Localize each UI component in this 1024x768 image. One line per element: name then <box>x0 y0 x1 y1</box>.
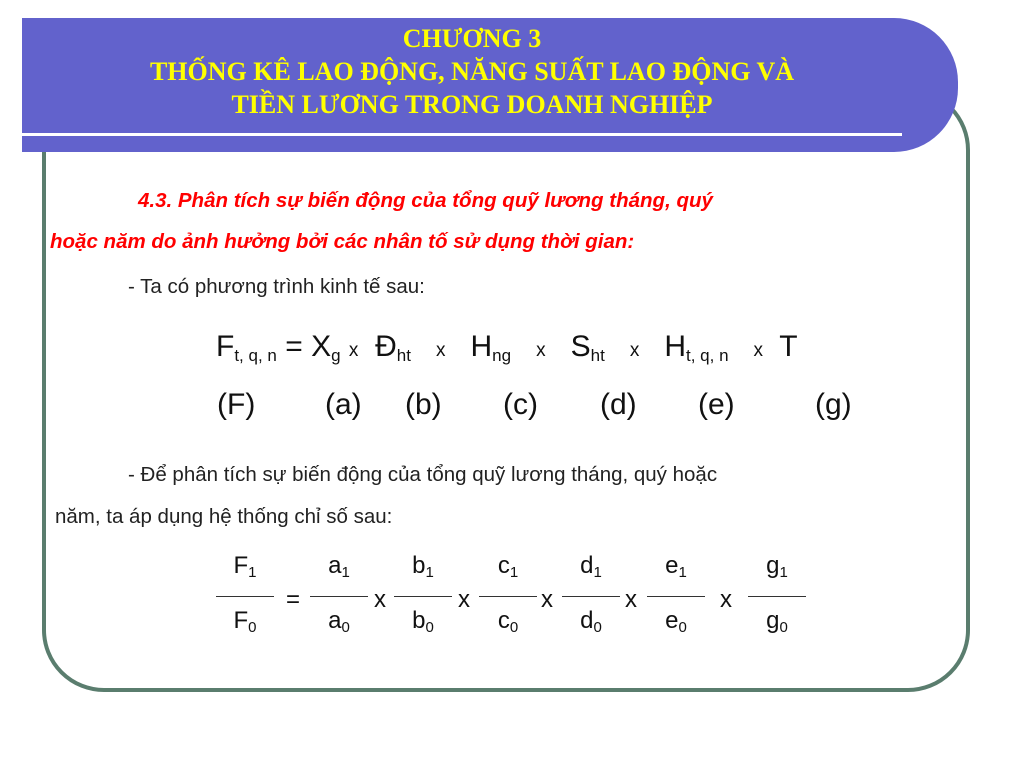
eq-T: T <box>779 330 798 363</box>
title-line-2: THỐNG KÊ LAO ĐỘNG, NĂNG SUẤT LAO ĐỘNG VÀ <box>149 57 795 86</box>
fraction-e <box>636 554 716 635</box>
fraction-d <box>551 554 631 635</box>
eq-Dht-sub: ht <box>396 346 411 365</box>
frac-g-num-sub: 1 <box>779 564 788 581</box>
eq-Hng-sub: ng <box>492 346 512 365</box>
frac-b-den-sub: 0 <box>425 619 434 636</box>
frac-b-num: b <box>412 552 426 579</box>
frac-F-num-sub: 1 <box>248 564 257 581</box>
frac-e-den-sub: 0 <box>678 619 687 636</box>
index-times-1: x <box>374 586 386 613</box>
frac-e-num-sub: 1 <box>678 564 687 581</box>
eq-Xg-sub: g <box>331 346 341 365</box>
frac-b-den: b <box>412 607 426 634</box>
fraction-F <box>205 554 285 635</box>
label-g: (g) <box>815 388 852 421</box>
index-times-4: x <box>625 586 637 613</box>
frac-d-num-sub: 1 <box>593 564 602 581</box>
paragraph-1-text: - Ta có phương trình kinh tế sau: <box>128 275 425 298</box>
fraction-b <box>383 554 463 635</box>
eq-times-1: x <box>348 340 359 361</box>
frac-d-den: d <box>580 607 594 634</box>
frac-a-num: a <box>328 552 342 579</box>
economic-equation <box>216 330 798 366</box>
paragraph-equation-intro <box>55 266 970 308</box>
fraction-bar <box>394 596 452 597</box>
eq-Xg: X <box>311 330 332 363</box>
label-F: (F) <box>217 388 256 421</box>
frac-F-den-sub: 0 <box>248 619 257 636</box>
index-times-2: x <box>458 586 470 613</box>
eq-Sht-sub: ht <box>590 346 605 365</box>
slide-title <box>22 22 922 121</box>
title-line-3: TIỀN LƯƠNG TRONG DOANH NGHIỆP <box>231 90 713 119</box>
label-c: (c) <box>503 388 538 421</box>
frac-d-num: d <box>580 552 594 579</box>
frac-a-num-sub: 1 <box>341 564 350 581</box>
frac-F-num: F <box>233 552 249 579</box>
frac-g-num: g <box>766 552 780 579</box>
label-d: (d) <box>600 388 637 421</box>
fraction-bar <box>216 596 274 597</box>
frac-c-den-sub: 0 <box>509 619 519 636</box>
eq-F: F <box>216 330 235 363</box>
label-e: (e) <box>698 388 735 421</box>
paragraph-2-line-2: năm, ta áp dụng hệ thống chỉ số sau: <box>55 505 393 528</box>
eq-times-2: x <box>435 340 446 361</box>
heading-line-2: hoặc năm do ảnh hưởng bởi các nhân tố sử dụng thời gian: <box>50 230 635 253</box>
eq-times-5: x <box>753 340 764 361</box>
frac-a-den: a <box>328 607 342 634</box>
frac-F-den: F <box>233 607 249 634</box>
label-b: (b) <box>405 388 442 421</box>
label-a: (a) <box>325 388 362 421</box>
fraction-bar <box>310 596 368 597</box>
fraction-bar <box>647 596 705 597</box>
index-times-3: x <box>541 586 553 613</box>
title-underline <box>22 133 902 136</box>
fraction-bar <box>748 596 806 597</box>
eq-F-sub: t, q, n <box>234 346 277 365</box>
eq-times-4: x <box>629 340 640 361</box>
frac-e-num: e <box>665 552 679 579</box>
frac-e-den: e <box>665 607 679 634</box>
section-heading <box>50 180 970 262</box>
eq-Sht: S <box>570 330 591 363</box>
index-equals: = <box>286 586 301 613</box>
frac-c-num: c <box>497 552 510 579</box>
frac-a-den-sub: 0 <box>341 619 350 636</box>
index-times-5: x <box>720 586 732 613</box>
eq-Ht-sub: t, q, n <box>686 346 729 365</box>
title-line-1: CHƯƠNG 3 <box>402 24 542 53</box>
frac-c-den: c <box>497 607 510 634</box>
frac-g-den-sub: 0 <box>779 619 788 636</box>
frac-c-num-sub: 1 <box>509 564 519 581</box>
eq-Hng: H <box>470 330 493 363</box>
heading-line-1: 4.3. Phân tích sự biến động của tổng quỹ lương tháng, quý <box>138 189 713 212</box>
fraction-bar <box>479 596 537 597</box>
eq-Ht: H <box>664 330 686 363</box>
fraction-g <box>737 554 817 635</box>
frac-g-den: g <box>766 607 780 634</box>
eq-times-3: x <box>536 340 546 361</box>
eq-Dht: Đ <box>375 330 397 363</box>
eq-equals: = <box>285 330 303 363</box>
paragraph-2-line-1: - Để phân tích sự biến động của tổng quỹ lương tháng, quý hoặc <box>128 463 718 486</box>
fraction-c <box>468 554 548 635</box>
fraction-bar <box>562 596 620 597</box>
frac-b-num-sub: 1 <box>425 564 434 581</box>
frac-d-den-sub: 0 <box>593 619 602 636</box>
paragraph-index-intro <box>55 454 970 538</box>
fraction-a <box>299 554 379 635</box>
